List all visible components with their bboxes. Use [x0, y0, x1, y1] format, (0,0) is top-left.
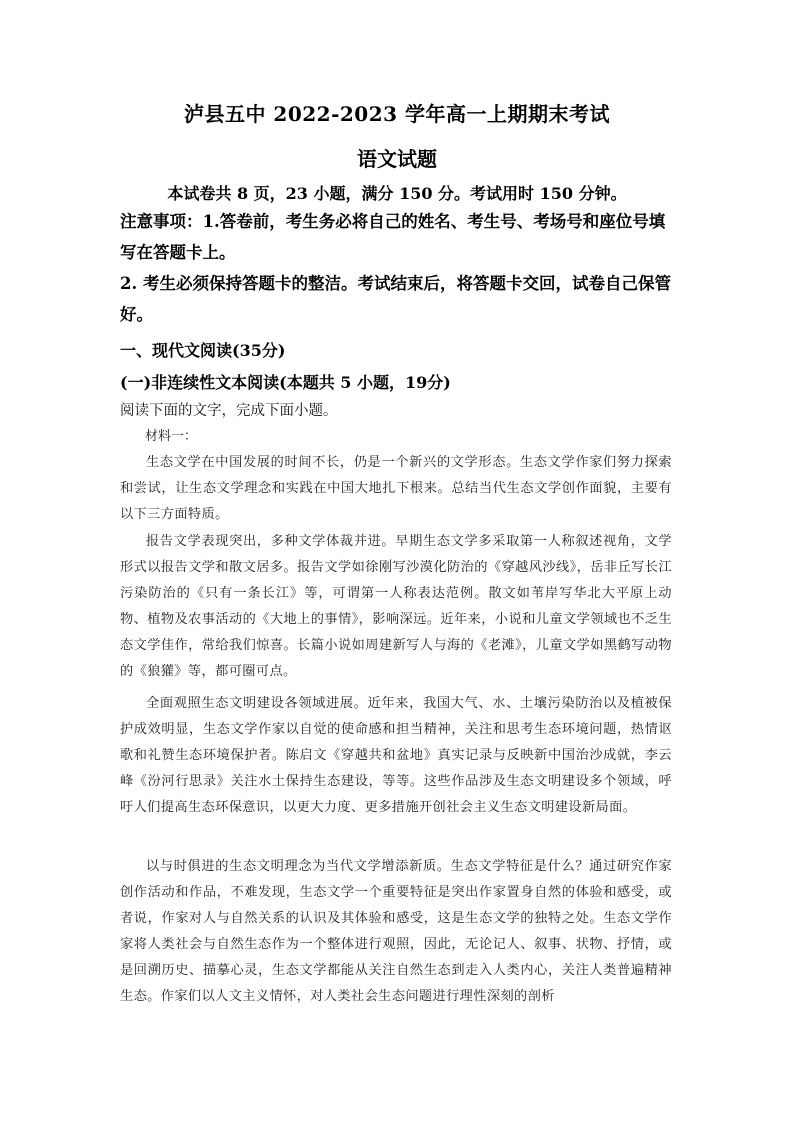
material-label: 材料一： [145, 429, 198, 444]
material-paragraph: 以与时俱进的生态文明理念为当代文学增添新质。生态文学特征是什么？通过研究作家创作活动和作品，不难发现，生态文学一个重要特征是突出作家置身自然的体验和感受，或者说，作家对人与自然关系的认识及其体验和感受，这是生态文学的独特之处。生态文学作家将人类社会与自然生态作为一个整体进行观照，因此，无论记人、叙事、状物、抒情，或是回溯历史、描摹心灵，生态文学都能从关注自然生态到走入人类内心，关注人类普遍精神生态。作家们以人文主义情怀，对人类社会生态问题进行理性深刻的剖析 [120, 859, 672, 1005]
material-paragraph: 报告文学表现突出，多种文学体裁并进。早期生态文学多采取第一人称叙述视角，文学形式以报告文学和散文居多。报告文学如徐刚写沙漠化防治的《穿越风沙线》，岳非丘写长江污染防治的《只有一条长江》等，可谓第一人称表达范例。散文如苇岸写华北大平原上动物、植物及农事活动的《大地上的事情》，影响深远。近年来，小说和儿童文学领域也不乏生态文学佳作，常给我们惊喜。长篇小说如周建新写人与海的《老滩》，儿童文学如黑鹤写动物的《狼獾》等，都可圈可点。 [120, 534, 672, 680]
notice-item-2: 2. 考生必须保持答题卡的整洁。考试结束后，将答题卡交回，试卷自己保管好。 [120, 274, 671, 324]
section-heading: 一、现代文阅读(35分) [120, 341, 286, 360]
exam-intro: 本试卷共 8 页，23 小题，满分 150 分。考试用时 150 分钟。 [167, 184, 627, 203]
reading-instruction: 阅读下面的文字，完成下面小题。 [120, 403, 338, 419]
notice-item-1: 注意事项：1.答卷前，考生务必将自己的姓名、考生号、考场号和座位号填写在答题卡上。 [120, 212, 666, 262]
exam-title: 泸县五中 2022-2023 学年高一上期期末考试 [183, 102, 611, 126]
material-paragraph: 生态文学在中国发展的时间不长，仍是一个新兴的文学形态。生态文学作家们努力探索和尝试，让生态文学理念和实践在中国大地扎下根来。总结当代生态文学创作面貌，主要有以下三方面特质。 [120, 455, 672, 523]
material-paragraph: 全面观照生态文明建设各领域进展。近年来，我国大气、水、土壤污染防治以及植被保护成效明显，生态文学作家以自觉的使命感和担当精神，关注和思考生态环境问题，热情讴歌和礼赞生态环境保护者。陈启文《穿越共和盆地》真实记录与反映新中国治沙成就，李云峰《汾河行思录》关注水土保持生态建设，等等。这些作品涉及生态文明建设多个领域，呼吁人们提高生态环保意识，以更大力度、更多措施开创社会主义生态文明建设新局面。 [120, 696, 672, 816]
subsection-heading: (一)非连续性文本阅读(本题共 5 小题，19分) [120, 373, 451, 392]
exam-subtitle: 语文试题 [357, 147, 437, 171]
